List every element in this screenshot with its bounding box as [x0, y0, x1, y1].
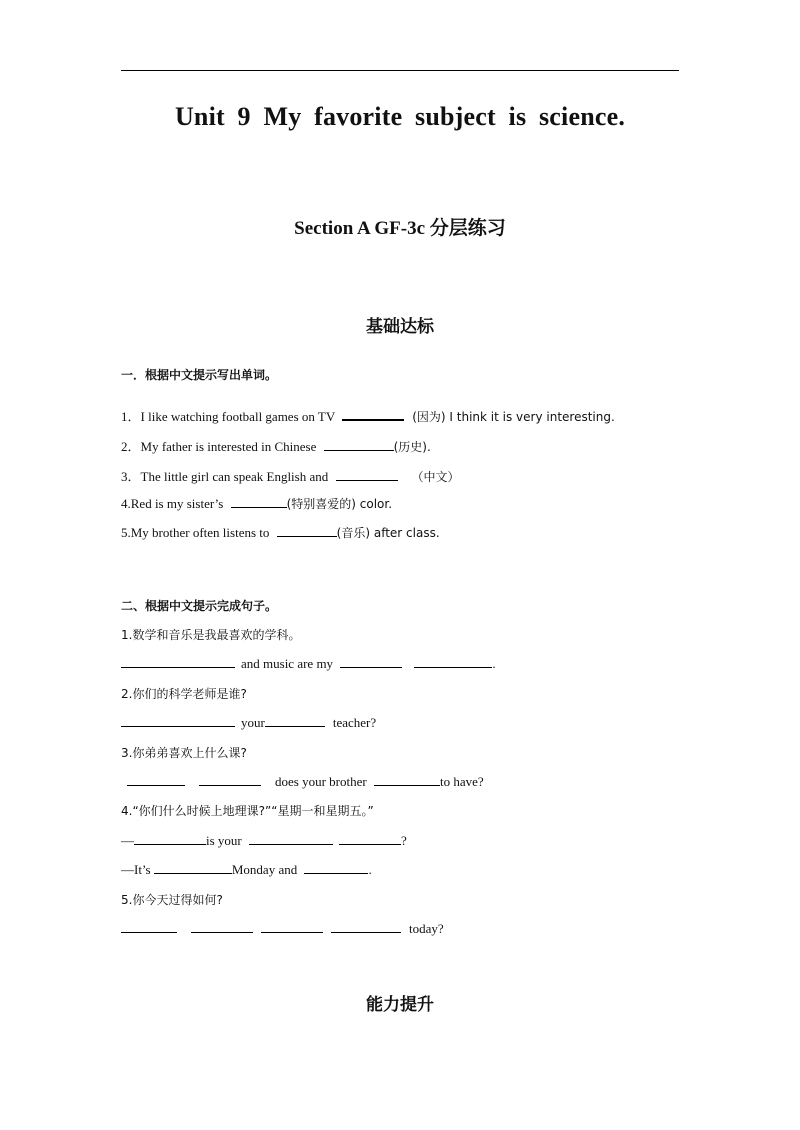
sentence-text: to have? [439, 774, 484, 789]
answer-blank[interactable] [191, 920, 253, 933]
page-subtitle: Section A GF-3c 分层练习 [294, 218, 506, 239]
sentence-text: and music are my [241, 656, 334, 671]
item-hint: (特别喜爱的) color. [286, 497, 393, 511]
sentence-text: is your [206, 833, 242, 848]
part2-heading: 二、根据中文提示完成句子。 [121, 599, 278, 613]
section-heading-basic: 基础达标 [366, 317, 434, 337]
answer-blank[interactable] [249, 832, 333, 845]
item-text: 4.Red is my sister’s [121, 496, 224, 511]
sentence-prompt-5: 5.你今天过得如何? [121, 893, 223, 907]
section-heading-advanced: 能力提升 [366, 995, 434, 1015]
item-number: 2． [121, 439, 141, 454]
item-text: I like watching football games on TV [140, 409, 335, 424]
sentence-prompt-3: 3.你弟弟喜欢上什么课? [121, 746, 247, 760]
sentence-prompt-4: 4.“你们什么时候上地理课?”“星期一和星期五。” [121, 804, 374, 818]
item-number: 3． [121, 469, 141, 484]
sentence-text: today? [409, 921, 444, 936]
answer-blank[interactable] [121, 655, 235, 668]
sentence-text: . [492, 656, 496, 671]
header-rule [121, 70, 679, 71]
exercise-item-3 [121, 466, 460, 485]
answer-blank[interactable] [261, 920, 323, 933]
answer-blank[interactable] [342, 407, 404, 421]
item-hint: (历史). [393, 440, 431, 454]
answer-blank[interactable] [324, 438, 394, 451]
sentence-prompt-2: 2.你们的科学老师是谁? [121, 687, 247, 701]
dialogue-dash: — [121, 833, 134, 848]
sentence-answer-2 [121, 714, 376, 731]
answer-blank[interactable] [265, 714, 325, 727]
answer-blank[interactable] [121, 714, 235, 727]
sentence-answer-5 [121, 920, 444, 937]
sentence-text: Monday and [231, 862, 298, 877]
item-hint: (因为) I think it is very interesting. [412, 410, 615, 424]
answer-blank[interactable] [414, 655, 492, 668]
item-text: 5.My brother often listens to [121, 525, 270, 540]
exercise-item-1 [121, 406, 615, 425]
item-text: The little girl can speak English and [140, 469, 329, 484]
item-text: My father is interested in Chinese [140, 439, 317, 454]
sentence-text: does your brother [275, 774, 367, 789]
answer-blank[interactable] [154, 861, 232, 874]
answer-blank[interactable] [199, 773, 261, 786]
exercise-item-2 [121, 436, 431, 455]
sentence-text: ? [401, 833, 407, 848]
answer-blank[interactable] [121, 920, 177, 933]
sentence-text: teacher? [332, 715, 377, 730]
item-hint: (音乐) after class. [336, 526, 440, 540]
exercise-item-4 [121, 495, 392, 512]
sentence-answer-3 [121, 773, 484, 790]
answer-blank[interactable] [304, 861, 368, 874]
exercise-item-5 [121, 524, 440, 541]
sentence-prompt-1: 1.数学和音乐是我最喜欢的学科。 [121, 628, 301, 642]
answer-blank[interactable] [127, 773, 185, 786]
sentence-answer-4b [121, 861, 372, 878]
answer-blank[interactable] [374, 773, 440, 786]
answer-blank[interactable] [340, 655, 402, 668]
sentence-answer-4a [121, 832, 407, 849]
answer-blank[interactable] [339, 832, 401, 845]
item-number: 1． [121, 409, 141, 424]
item-hint: （中文） [411, 470, 460, 484]
sentence-text: —It’s [121, 862, 151, 877]
part1-heading: 一．根据中文提示写出单词。 [121, 368, 278, 382]
answer-blank[interactable] [231, 495, 287, 508]
sentence-text: your [241, 715, 265, 730]
sentence-answer-1 [121, 655, 496, 672]
page-title: Unit 9 My favorite subject is science. [174, 102, 626, 131]
answer-blank[interactable] [134, 832, 206, 845]
sentence-text: . [368, 862, 372, 877]
answer-blank[interactable] [331, 920, 401, 933]
answer-blank[interactable] [336, 468, 398, 481]
answer-blank[interactable] [277, 524, 337, 537]
